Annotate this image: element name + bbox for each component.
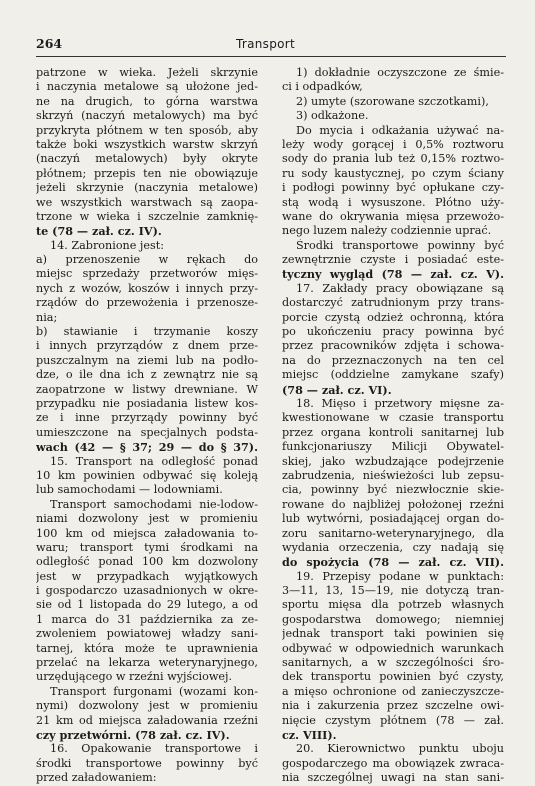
text-line: sanitarnych, a w szczególności śro- [282,656,504,670]
text-line: trzone w wieka i szczelnie zamknię- [36,209,258,223]
text-line: Środki transportowe powinny być [296,238,504,252]
left-column [36,66,258,786]
text-line: środki transportowe powinny być [36,756,258,770]
text-line: 1) dokładnie oczyszczone ze śmie- [296,66,504,79]
text-line: patrzone w wieka. Jeżeli skrzynie [36,66,258,79]
text-line: 1 marca do 31 października za ze- [36,612,258,626]
text-line: przykryta płótnem w ten sposób, aby [36,123,258,137]
text-line: zaopatrzone w listwy drewniane. W [36,382,258,396]
text-line: zewnętrznie czyste i posiadać este- [282,253,504,267]
text-line: nych z wozów, koszów i innych przy- [36,281,258,295]
text-line: 10 km powinien odbywać się koleją [36,468,258,482]
text-line: leży wody gorącej i 0,5% roztworu [282,137,504,151]
text-line: miejsc (oddzielne zamykane szafy) [282,368,504,382]
text-line: 15. Transport na odległość ponad [50,454,258,468]
text-line: dze, o ile dna ich z zewnątrz nie są [36,368,258,382]
text-line: odbywać w odpowiednich warunkach [282,641,504,655]
text-line: cia, powinny być niezwłocznie skie- [282,483,504,497]
text-line: sportu mięsa dla potrzeb własnych [282,598,504,612]
text-line: miejsc sprzedaży przetworów mięs- [36,267,258,281]
text-line: kwestionowane w czasie transportu [282,411,504,425]
text-line: płótnem; przepis ten nie obowiązuje [36,166,258,180]
text-line: 16. Opakowanie transportowe i [50,742,258,756]
text-line: zoru sanitarno-weterynaryjnego, dla [282,526,504,540]
text-line: (naczyń metalowych) były okryte [36,152,258,166]
text-line: i gospodarczo uzasadnionych w okre- [36,584,258,598]
text-line: nia szczególnej uwagi na stan sani- [282,771,504,785]
text-line: 3—11, 13, 15—19, nie dotyczą tran- [282,584,504,598]
text-line: funkcjonariuszy Milicji Obywatel- [282,440,504,454]
text-line: zwoleniem powiatowej władzy sani- [36,627,258,641]
text-line: te (78 — zał. cz. IV). [36,224,162,239]
text-line: jeżeli skrzynie (naczynia metalowe) [36,181,258,195]
text-line: lub wytwórni, posiadającej organ do- [282,512,504,526]
page-number: 264 [36,36,63,51]
text-line: umieszczone na specjalnych podsta- [36,425,258,439]
text-line: (78 — zał. cz. VI). [282,382,392,397]
text-line: ze i inne przyrządy powinny być [36,411,258,425]
text-line: nia i zakurzenia przez szczelne owi- [282,699,504,713]
text-line: nia; [36,310,58,324]
text-line: a) przenoszenie w rękach do [36,253,258,267]
text-line: b) stawianie i trzymanie koszy [36,325,258,339]
text-line: puszczalnym na ziemi lub na podło- [36,353,258,367]
text-line: nymi) dozwolony jest w promieniu [36,699,258,713]
text-line: skrzyń (naczyń metalowych) ma być [36,109,258,123]
text-line: rowane do najbliżej położonej rzeźni [282,497,504,511]
text-line: po ukończeniu pracy powinna być [282,325,504,339]
text-line: Do mycia i odkażania używać na- [296,123,504,137]
text-line: waru; transport tymi środkami na [36,540,258,554]
text-line: przed załadowaniem: [36,771,157,785]
text-line: przelać na lekarza weterynaryjnego, [36,656,258,670]
text-line: a mięso ochronione od zanieczyszcze- [282,684,504,698]
text-line: lub samochodami — lodowniami. [36,483,223,497]
text-line: jednak transport taki powinien się [282,627,504,641]
text-line: czy przetwórni. (78 zał. cz. IV). [36,727,230,742]
right-column [282,66,504,786]
text-line: 17. Zakłady pracy obowiązane są [296,281,504,295]
text-line: Transport samochodami nie-lodow- [50,497,258,511]
text-line: 14. Zabronione jest: [50,238,165,252]
text-line: wane do okrywania mięsa przewożo- [282,209,504,223]
text-line: 21 km od miejsca załadowania rzeźni [36,713,258,727]
text-line: cz. VIII). [282,727,337,742]
text-line: nego luzem należy codziennie uprać. [282,224,492,238]
text-line: wydania orzeczenia, czy nadają się [282,540,504,554]
text-line: przypadku nie posiadania listew kos- [36,396,258,410]
text-line: wach (42 — § 37; 29 — do § 37). [36,440,258,455]
text-line: i innych przyrządów z dnem prze- [36,339,258,353]
text-line: także boki wszystkich warstw skrzyń [36,137,258,151]
text-line: we wszystkich warstwach są zaopa- [36,195,258,209]
text-line: 100 km od miejsca załadowania to- [36,526,258,540]
text-line: przez pracowników zdjęta i schowa- [282,339,504,353]
text-line: 18. Mięso i przetwory mięsne za- [296,396,504,410]
text-line: 20. Kierownictwo punktu uboju [296,742,504,756]
text-line: ru sody kaustycznej, po czym ściany [282,166,504,180]
text-line: gospodarstwa domowego; niemniej [282,612,504,626]
text-line: jest w przypadkach wyjątkowych [36,569,258,583]
text-line: sody do prania lub też 0,15% roztwo- [282,152,504,166]
text-line: dostarczyć zatrudnionym przy trans- [282,296,504,310]
text-line: 2) umyte (szorowane szczotkami), [296,94,489,108]
running-title: Transport [236,37,296,51]
text-line: rządów do przewożenia i przenosze- [36,296,258,310]
page-header [36,36,506,57]
text-line: niami dozwolony jest w promieniu [36,512,258,526]
text-line: porcie czystą odzież ochronną, która [282,310,504,324]
text-line: i naczynia metalowe są ułożone jed- [36,80,258,94]
text-line: ne na drugich, to górna warstwa [36,94,258,108]
text-line: urzędującego w rzeźni wyjściowej. [36,670,233,684]
text-line: nięcie czystym płótnem (78 — zał. [282,713,504,727]
text-line: 3) odkażone. [296,109,369,123]
text-line: ci i odpadków, [282,80,363,94]
text-line: skiej, jako wzbudzające podejrzenie [282,454,504,468]
text-line: dek transportu powinien być czysty, [282,670,504,684]
text-line: stą wodą i wysuszone. Płótno uży- [282,195,504,209]
text-line: 19. Przepisy podane w punktach: [296,569,504,583]
text-line: i podłogi powinny być opłukane czy- [282,181,504,195]
text-line: odległość ponad 100 km dozwolony [36,555,258,569]
text-line: na do przeznaczonych na ten cel [282,353,504,367]
text-line: przez organa kontroli sanitarnej lub [282,425,504,439]
text-line: tyczny wygląd (78 — zał. cz. V). [282,267,504,282]
text-line: gospodarczego ma obowiązek zwraca- [282,756,504,770]
text-line: zabrudzenia, nieświeżości lub zepsu- [282,468,504,482]
text-line: do spożycia (78 — zał. cz. VII). [282,555,504,570]
text-line: Transport furgonami (wozami kon- [50,684,258,698]
text-line: tarnej, która może te uprawnienia [36,641,258,655]
text-line: sie od 1 listopada do 29 lutego, a od [36,598,258,612]
